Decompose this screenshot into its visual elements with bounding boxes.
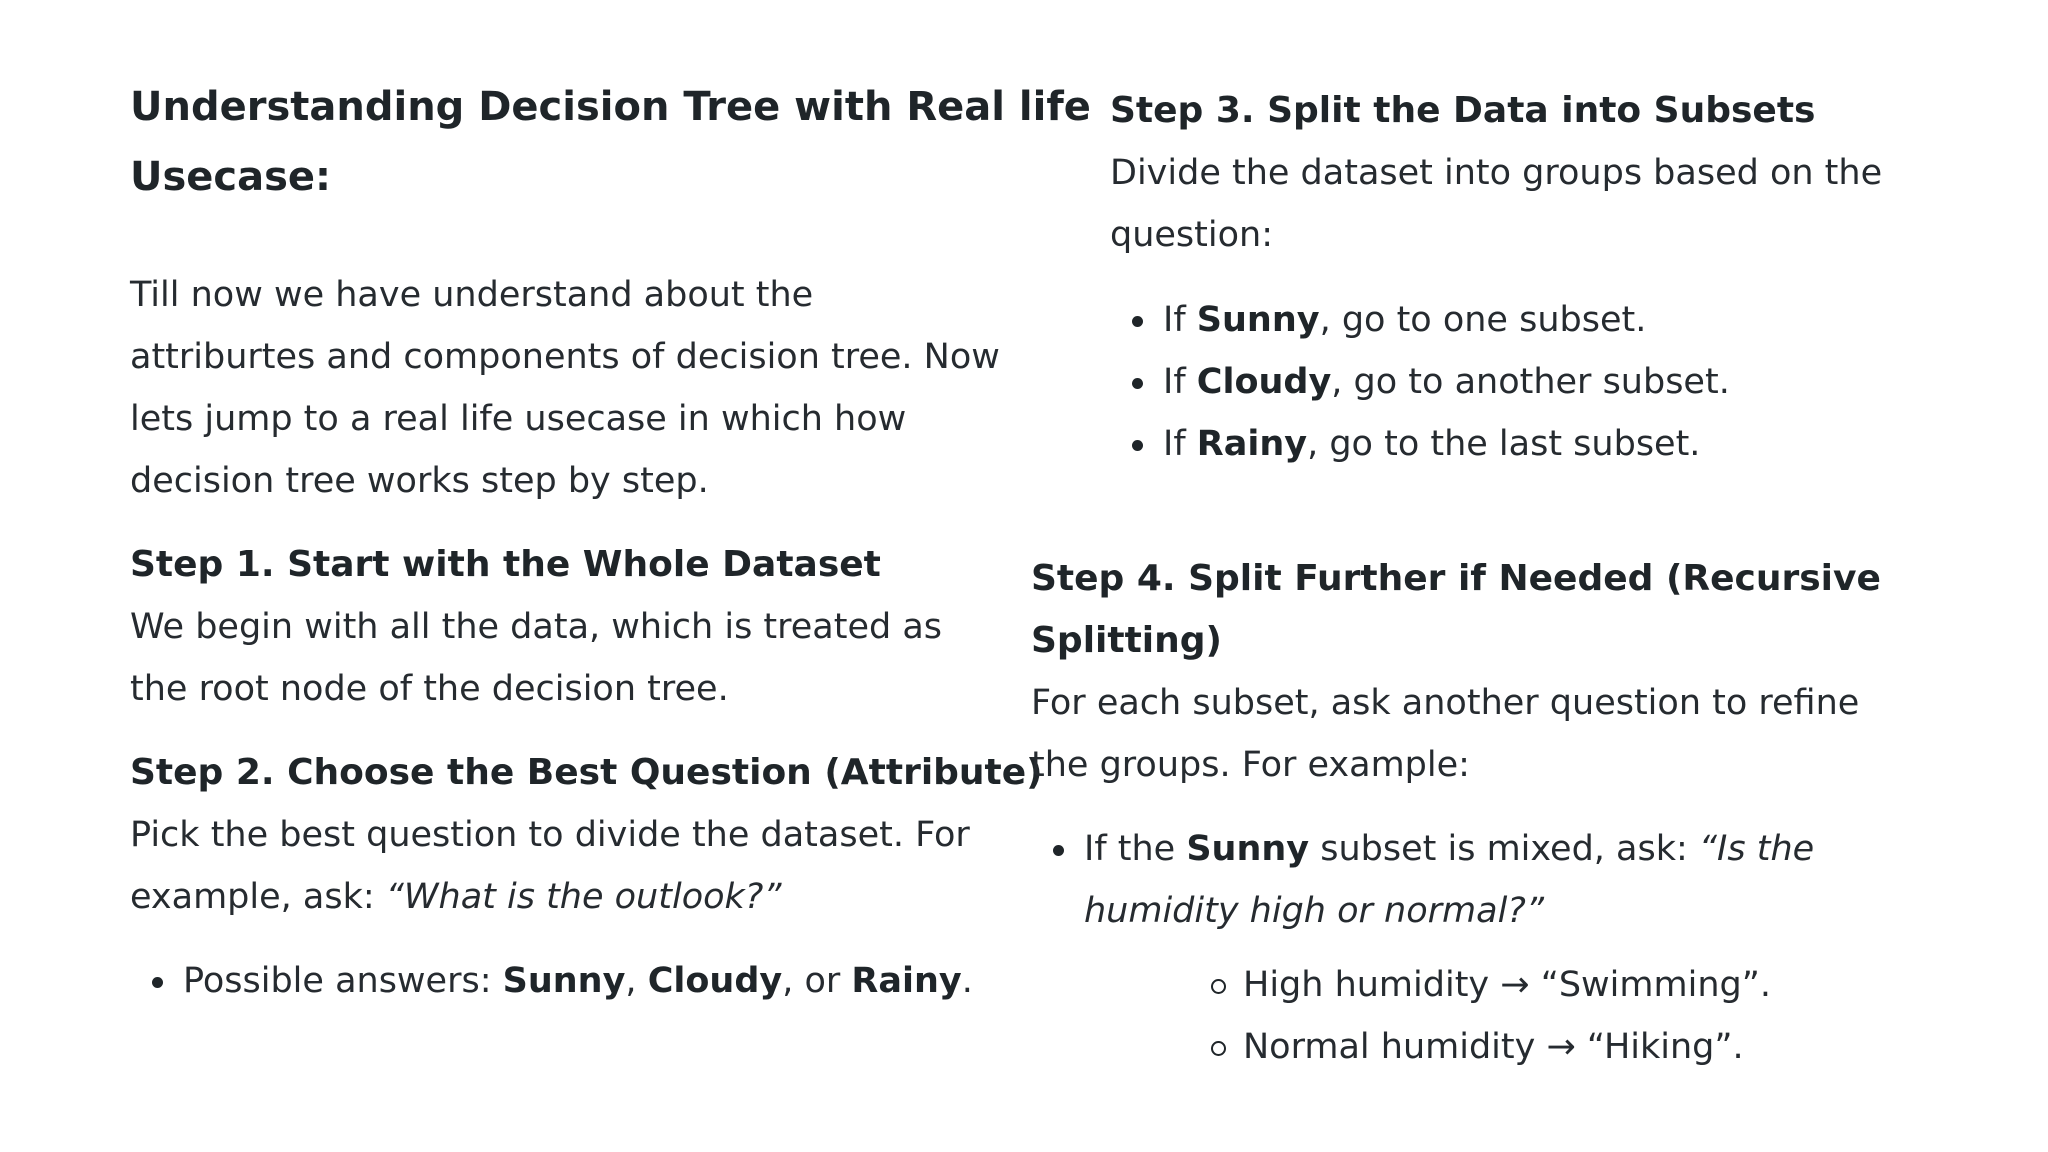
sub-list-item	[1243, 954, 1771, 1016]
list-item	[1163, 289, 1730, 351]
intro-line-1: Till now we have understand about the	[130, 275, 814, 315]
item-prefix: If	[1163, 300, 1197, 340]
step1-line-2: the root node of the decision tree.	[130, 669, 729, 709]
step4-heading-line-2: Splitting)	[1031, 620, 1222, 661]
step2-line-1: Pick the best question to divide the dataset. For	[130, 815, 970, 855]
answer-sunny: Sunny	[502, 961, 626, 1001]
bullet-icon	[1132, 378, 1143, 389]
intro-line-3: lets jump to a real life usecase in which how	[130, 399, 907, 439]
item-bold: Rainy	[1196, 424, 1308, 464]
separator: , or	[782, 961, 852, 1001]
circle-bullet-icon	[1211, 1041, 1226, 1056]
sub-item-text: High humidity → “Swimming”.	[1243, 965, 1771, 1005]
list-item	[1163, 413, 1730, 475]
bullet-icon	[152, 977, 163, 988]
page-title-line-1: Understanding Decision Tree with Real life	[130, 84, 1091, 130]
step2-line-2-text: example, ask:	[130, 877, 386, 917]
step4-line-2: the groups. For example:	[1031, 745, 1470, 785]
intro-line-2: attriburtes and components of decision tree. Now	[130, 337, 1000, 377]
item-bold: Sunny	[1186, 829, 1310, 869]
step3-line-2: question:	[1110, 215, 1274, 255]
step2-line-2	[130, 866, 782, 928]
circle-bullet-icon	[1211, 979, 1226, 994]
step4-sub-list	[1243, 954, 1771, 1078]
item-suffix: , go to the last subset.	[1307, 424, 1701, 464]
question-quote-part-1: “Is the	[1698, 829, 1815, 869]
intro-line-4: decision tree works step by step.	[130, 461, 709, 501]
item-prefix: If the	[1084, 829, 1187, 869]
step3-heading: Step 3. Split the Data into Subsets	[1110, 90, 1816, 131]
step2-heading: Step 2. Choose the Best Question (Attribute)	[130, 752, 1043, 793]
bullet-icon	[1132, 440, 1143, 451]
step1-heading: Step 1. Start with the Whole Dataset	[130, 544, 881, 585]
answer-cloudy: Cloudy	[647, 961, 783, 1001]
step3-line-1: Divide the dataset into groups based on the	[1110, 153, 1883, 193]
step4-bullet-list	[1084, 818, 1864, 942]
list-item	[183, 950, 973, 1012]
period: .	[961, 961, 973, 1001]
bullet-icon	[1053, 845, 1064, 856]
separator: ,	[625, 961, 648, 1001]
question-quote-part-2: humidity high or normal?”	[1084, 891, 1545, 931]
step2-bullet-list	[183, 950, 973, 1012]
item-bold: Sunny	[1196, 300, 1320, 340]
page-title-line-2: Usecase:	[130, 154, 332, 200]
sub-list-item	[1243, 1016, 1771, 1078]
item-bold: Cloudy	[1196, 362, 1332, 402]
item-mid: subset is mixed, ask:	[1309, 829, 1699, 869]
list-item	[1084, 818, 1864, 942]
step4-heading-line-1: Step 4. Split Further if Needed (Recursive	[1031, 558, 1881, 599]
step3-bullet-list	[1163, 289, 1730, 475]
step2-question-quote: “What is the outlook?”	[385, 877, 782, 917]
step1-line-1: We begin with all the data, which is treated as	[130, 607, 943, 647]
list-item	[1163, 351, 1730, 413]
item-prefix: If	[1163, 424, 1197, 464]
bullet-icon	[1132, 316, 1143, 327]
bullet-text: Possible answers:	[183, 961, 503, 1001]
item-suffix: , go to another subset.	[1331, 362, 1730, 402]
step4-line-1: For each subset, ask another question to refine	[1031, 683, 1860, 723]
item-suffix: , go to one subset.	[1319, 300, 1647, 340]
answer-rainy: Rainy	[851, 961, 962, 1001]
sub-item-text: Normal humidity → “Hiking”.	[1243, 1027, 1744, 1067]
item-prefix: If	[1163, 362, 1197, 402]
